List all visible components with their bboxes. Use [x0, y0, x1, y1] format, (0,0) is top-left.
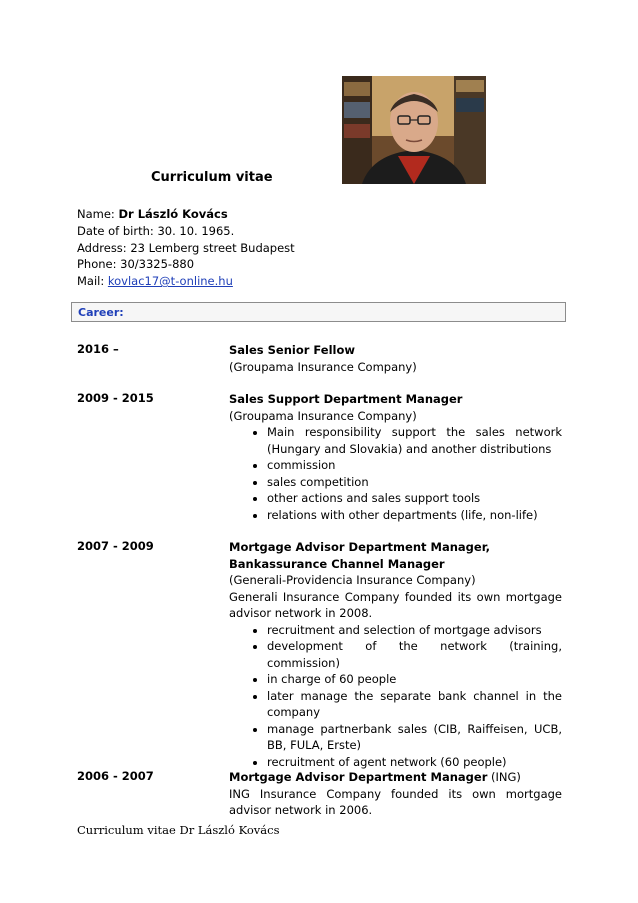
contact-block	[77, 206, 295, 290]
list-item: • development of the network (training, commission)	[267, 638, 562, 671]
phone-line	[77, 256, 295, 273]
list-item: • other actions and sales support tools	[267, 490, 562, 507]
mail-link[interactable]: kovlac17@t-online.hu	[107, 274, 233, 289]
responsibility-list	[229, 622, 562, 771]
address-label: Address:	[77, 240, 127, 255]
career-role: Bankassurance Channel Manager	[229, 556, 445, 571]
career-role: Sales Senior Fellow	[229, 343, 356, 357]
name-label: Name:	[77, 207, 115, 221]
list-item: • recruitment of agent network (60 people)	[267, 754, 562, 771]
career-details	[229, 769, 562, 819]
mail-label: Mail:	[77, 274, 105, 289]
profile-photo	[342, 76, 486, 184]
list-item: • recruitment and selection of mortgage advisors	[267, 622, 562, 639]
career-company: (Generali-Providencia Insurance Company)	[229, 573, 476, 587]
career-details	[229, 342, 562, 375]
career-role: Sales Support Department Manager	[229, 392, 463, 406]
career-details	[229, 539, 562, 770]
career-role-line	[229, 769, 562, 786]
career-details	[229, 391, 562, 523]
career-company: (Groupama Insurance Company)	[229, 359, 417, 374]
name-line	[77, 206, 295, 223]
dob-label: Date of birth:	[77, 223, 154, 238]
address-value: 23 Lemberg street Budapest	[130, 240, 295, 255]
dob-value: 30. 10. 1965.	[157, 223, 235, 238]
responsibility-list	[229, 424, 562, 523]
list-item: • in charge of 60 people	[267, 671, 562, 688]
career-company: (Groupama Insurance Company)	[229, 408, 417, 423]
list-item: • commission	[267, 457, 562, 474]
list-item: • relations with other departments (life, non-life)	[267, 507, 562, 524]
list-item: • later manage the separate bank channel in the company	[267, 688, 562, 721]
phone-value: 30/3325-880	[120, 257, 195, 272]
career-period: 2006 - 2007	[77, 769, 154, 783]
page-title: Curriculum vitae	[151, 170, 273, 185]
phone-label: Phone:	[77, 257, 117, 272]
mail-line	[77, 273, 295, 290]
name-value: Dr László Kovács	[118, 207, 228, 221]
career-period: 2007 - 2009	[77, 539, 154, 553]
career-description: ING Insurance Company founded its own mortgage advisor network in 2006.	[229, 786, 562, 817]
career-description: Generali Insurance Company founded its own mortgage advisor network in 2008.	[229, 589, 562, 620]
dob-line	[77, 223, 295, 240]
career-period: 2016 –	[77, 342, 119, 356]
list-item: • sales competition	[267, 474, 562, 491]
career-label: Career:	[78, 306, 124, 319]
career-role: Mortgage Advisor Department Manager,	[229, 540, 491, 554]
career-role: Mortgage Advisor Department Manager	[229, 770, 488, 784]
list-item: • Main responsibility support the sales network (Hungary and Slovakia) and another distributions	[267, 424, 562, 457]
career-period: 2009 - 2015	[77, 391, 154, 405]
career-role-suffix: (ING)	[491, 770, 521, 784]
address-line	[77, 240, 295, 257]
career-section-header	[71, 302, 566, 322]
page-footer: Curriculum vitae Dr László Kovács	[77, 823, 280, 837]
list-item: • manage partnerbank sales (CIB, Raiffeisen, UCB, BB, FULA, Erste)	[267, 721, 562, 754]
